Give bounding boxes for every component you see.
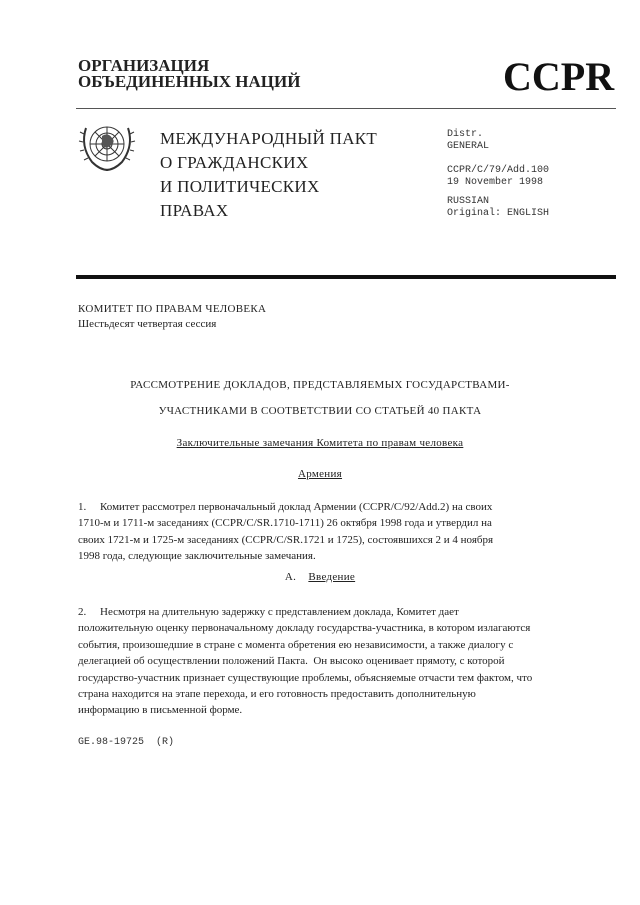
section-a-heading: [0, 571, 640, 583]
document-subtitle: Заключительные замечания Комитета по правам человека: [176, 437, 464, 449]
un-emblem-icon: [78, 118, 136, 174]
document-title-line-1: РАССМОТРЕНИЕ ДОКЛАДОВ, ПРЕДСТАВЛЯЕМЫХ ГОСУДАРСТВАМИ-: [130, 379, 510, 391]
paragraph-2: [78, 604, 532, 719]
covenant-title-line: МЕЖДУНАРОДНЫЙ ПАКТ: [160, 129, 378, 148]
paragraph-line: положительную оценку первоначальному докладу государства-участника, в котором излагаются: [78, 622, 531, 635]
paragraph-line: 1710-м и 1711-м заседаниях (CCPR/C/SR.1710-1711) 26 октября 1998 года и утвердил на: [78, 517, 492, 530]
covenant-title-line: ПРАВАХ: [160, 201, 229, 220]
paragraph-line: информацию в письменной форме.: [78, 704, 243, 717]
distr-label: Distr.: [447, 129, 484, 140]
header-divider: [76, 108, 616, 109]
paragraph-line: делегацией об осуществлении положений Пакта. Он высоко оценивает прямоту, с которой: [78, 655, 505, 668]
covenant-title: [160, 127, 377, 223]
organization-name: [78, 58, 300, 90]
paragraph-line: страна находится на этапе перехода, и его готовность предоставить дополнительную: [78, 688, 476, 701]
country-heading: Армения: [297, 468, 343, 480]
doc-date: 19 November 1998: [447, 177, 544, 188]
paragraph-line: 1. Комитет рассмотрел первоначальный доклад Армении (CCPR/C/92/Add.2) на своих: [78, 501, 493, 513]
document-series-symbol: CCPR: [503, 54, 615, 99]
job-number: GE.98-19725 (R): [78, 737, 175, 748]
doc-symbol: CCPR/C/79/Add.100: [447, 165, 550, 176]
original-language: Original: ENGLISH: [447, 208, 550, 219]
paragraph-line: события, произошедшие в стране с момента обретения ею независимости, а также диалогу с: [78, 638, 514, 651]
masthead-divider: [76, 275, 616, 279]
paragraph-1: [78, 499, 493, 565]
paragraph-line: своих 1721-м и 1725-м заседаниях (CCPR/C/SR.1721 и 1725), состоявшихся 2 и 4 ноября: [78, 533, 494, 546]
language: RUSSIAN: [447, 196, 490, 207]
paragraph-line: 1998 года, следующие заключительные замечания.: [78, 550, 316, 563]
paragraph-line: государство-участник признает существующие проблемы, объясняемые отчасти тем фактом, что: [78, 671, 533, 684]
session-name: Шестьдесят четвертая сессия: [78, 318, 217, 330]
committee-info: [78, 302, 266, 332]
org-line-1: ОРГАНИЗАЦИЯ: [78, 56, 210, 75]
distribution: [447, 129, 489, 153]
distr-value: GENERAL: [447, 141, 490, 152]
covenant-title-line: И ПОЛИТИЧЕСКИХ: [160, 177, 320, 196]
section-letter: A.: [284, 571, 297, 583]
covenant-title-line: О ГРАЖДАНСКИХ: [160, 153, 309, 172]
document-reference: [447, 165, 549, 189]
org-line-2: ОБЪЕДИНЕННЫХ НАЦИЙ: [78, 72, 301, 91]
paragraph-line: 2. Несмотря на длительную задержку с представлением доклада, Комитет дает: [78, 606, 459, 618]
document-title-line-2: УЧАСТНИКАМИ В СООТВЕТСТВИИ СО СТАТЬЕЙ 40 ПАКТА: [158, 405, 482, 417]
language-info: [447, 196, 549, 220]
committee-name: КОМИТЕТ ПО ПРАВАМ ЧЕЛОВЕКА: [78, 303, 267, 315]
section-title: Введение: [308, 571, 356, 583]
